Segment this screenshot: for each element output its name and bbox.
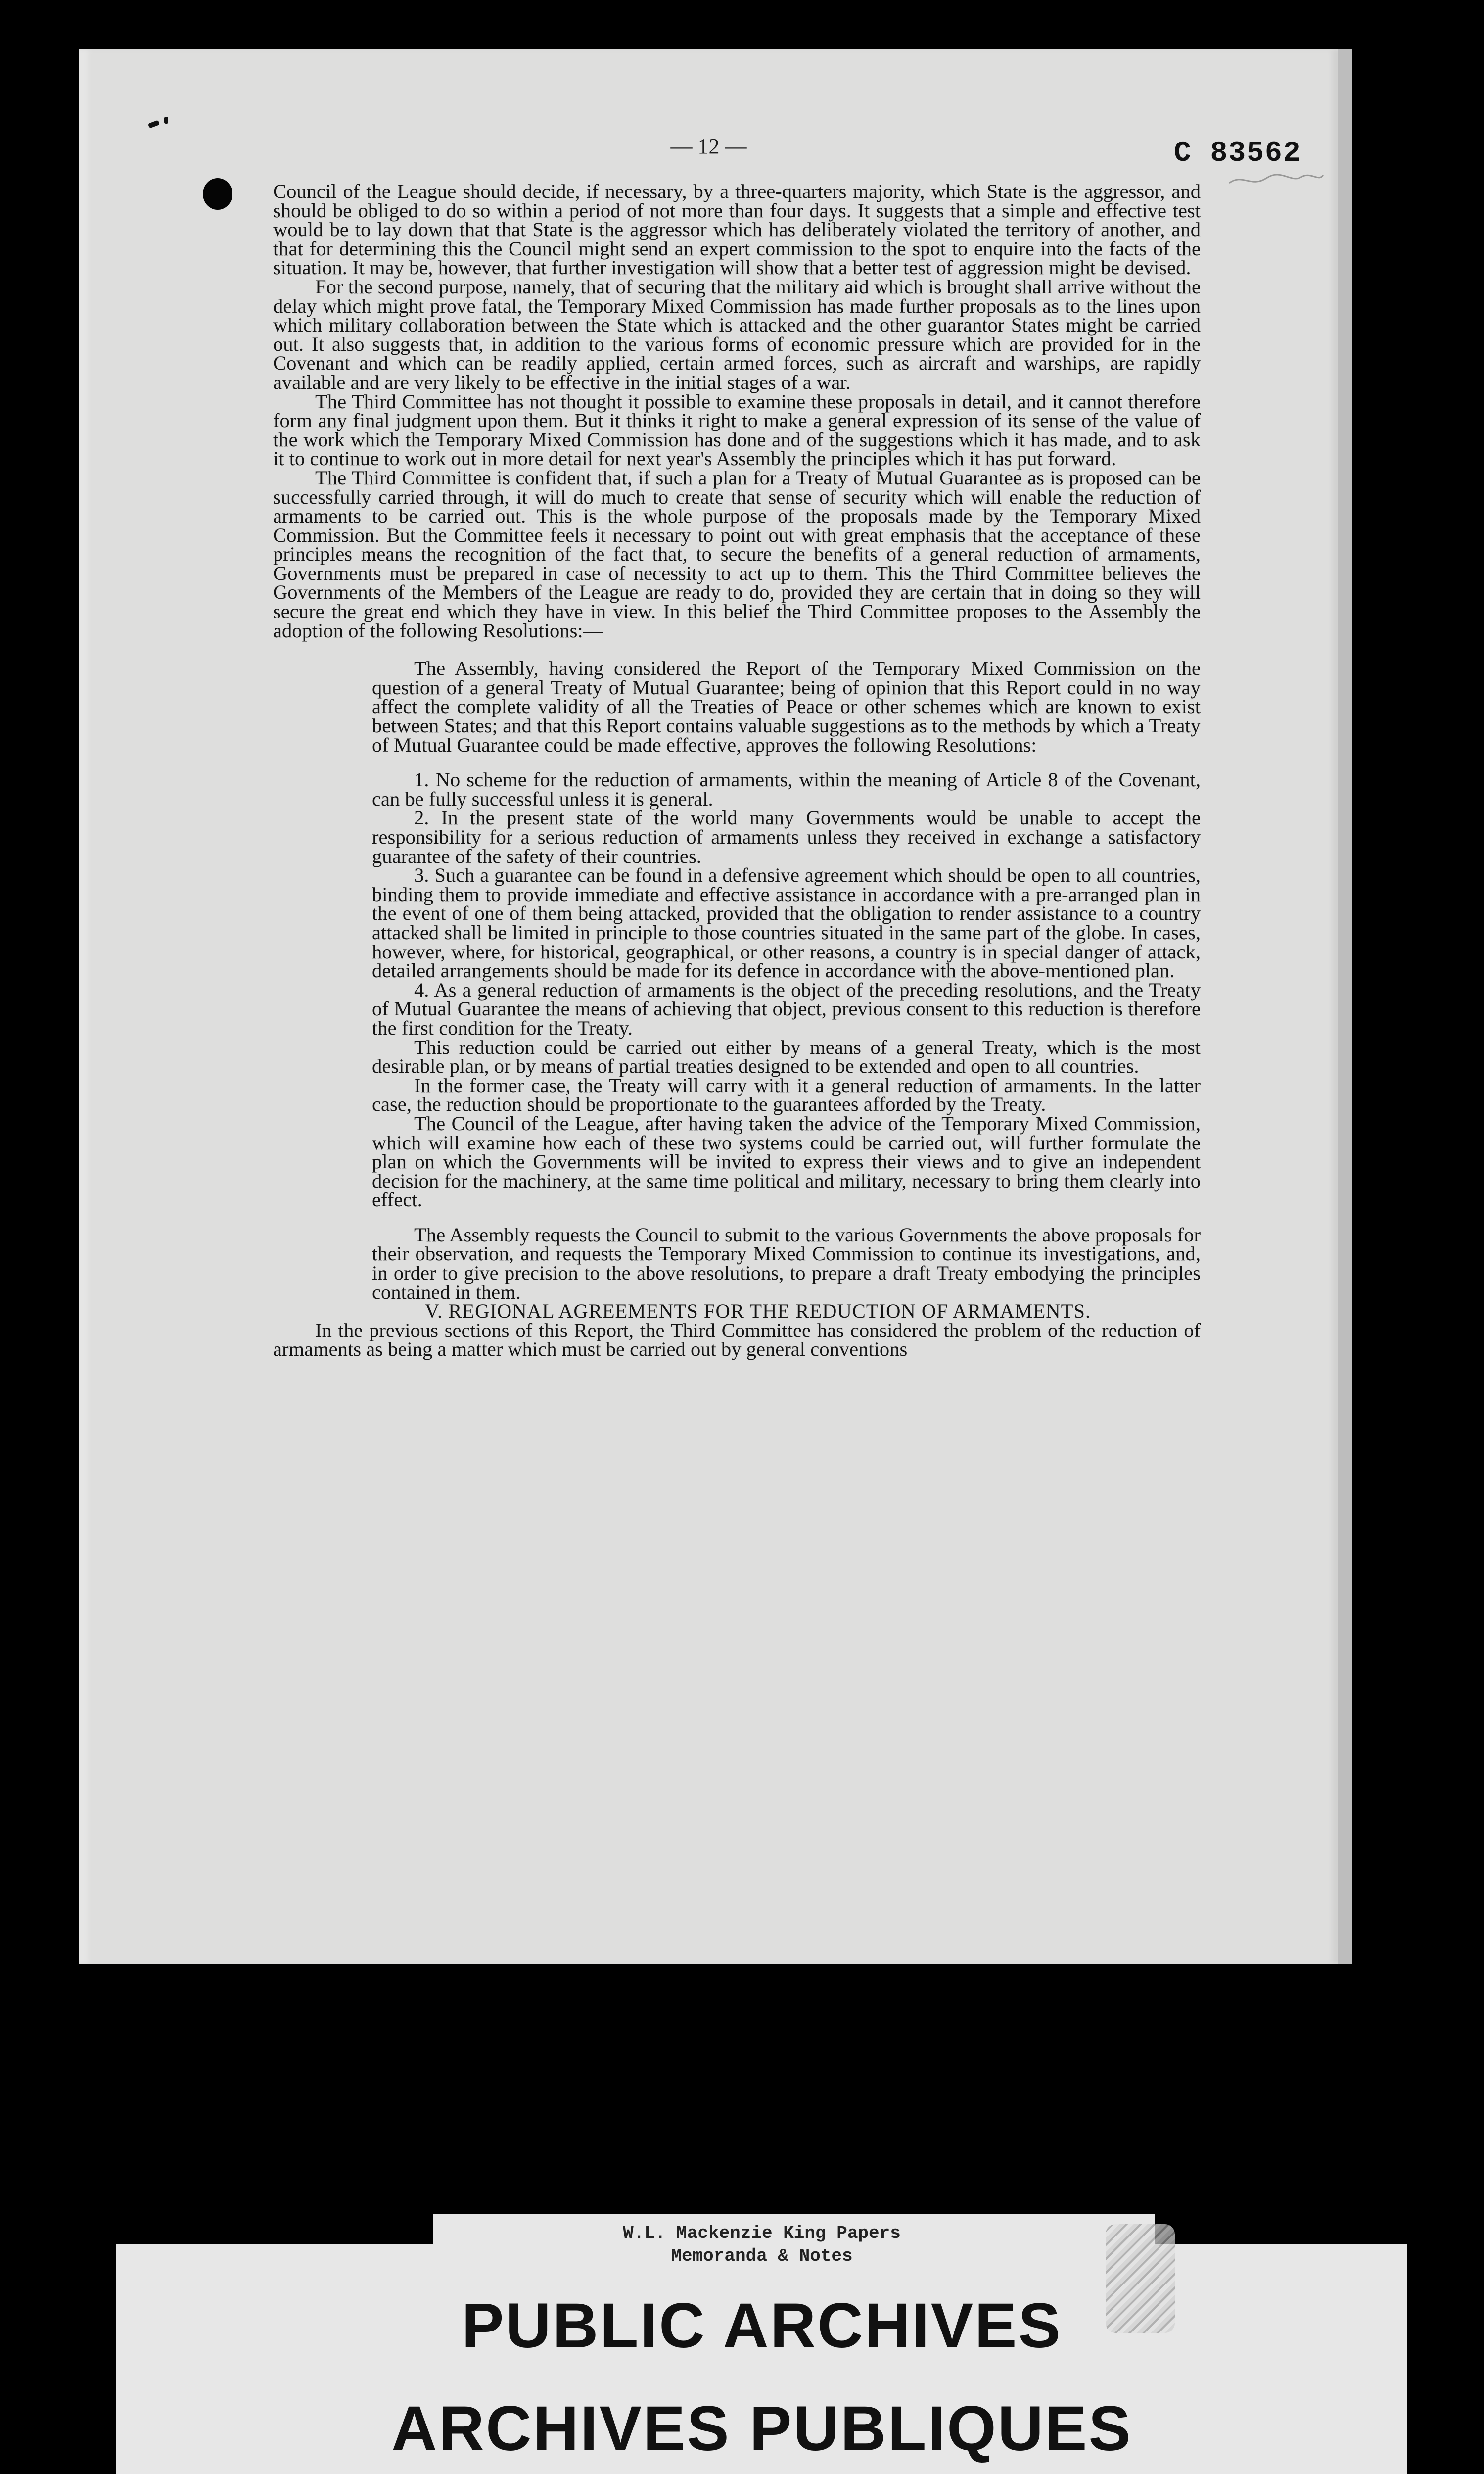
archive-title-english: PUBLIC ARCHIVES: [462, 2290, 1062, 2361]
section-paragraph: In the previous sections of this Report, the Third Committee has considered the problem of the reduction of armaments as being a matter which must be carried out by general conventions: [273, 1319, 1201, 1361]
archive-label: [116, 2223, 1407, 2474]
ink-speck: [164, 117, 168, 124]
resolution-item: 3. Such a guarantee can be found in a defensive agreement which should be open to all countries, binding them to provide immediate and effective assistance in accordance with a pre-arranged plan in the event of one of them being attacked, provided that the obligation to render assistance to a country attacked shall be limited in principle to those countries situated in the same part of the globe. In cases, however, where, for historical, geographical, or other reasons, a country is in special danger of attack, detailed arrangements should be made for its defence in accordance with the above-mentioned plan.: [372, 864, 1201, 982]
reference-number: C 83562: [1174, 138, 1301, 170]
paragraph: Council of the League should decide, if necessary, by a three-quarters majority, which State is the aggressor, and should be obliged to do so within a period of not more than four days. It suggests that a simple and effective test would be to lay down that that State is the aggressor which has deliberately violated the territory of another, and that for determining this the Council might send an expert commission to the spot to enquire into the facts of the situation. It may be, however, that further investigation will show that a better test of aggression might be devised.: [273, 180, 1201, 279]
document-body: [273, 182, 1201, 1359]
resolution-item: In the former case, the Treaty will carry with it a general reduction of armaments. In the latter case, the reduction should be proportionate to the guarantees afforded by the Treaty.: [372, 1074, 1201, 1116]
resolution-intro: The Assembly, having considered the Report of the Temporary Mixed Commission on the question of a general Treaty of Mutual Guarantee; being of opinion that this Report could in no way affect the complete validity of all the Treaties of Peace or other schemes which are known to exist between States; and that this Report contains valuable suggestions as to the methods by which a Treaty of Mutual Guarantee could be made effective, approves the following Resolutions:: [372, 657, 1201, 756]
resolution-item: 4. As a general reduction of armaments is the object of the preceding resolutions, and the Treaty of Mutual Guarantee the means of achieving that object, previous consent to this reduction is therefore the first condition for the Treaty.: [372, 978, 1201, 1039]
document-page: [79, 49, 1338, 1964]
resolution-item: 2. In the present state of the world many Governments would be unable to accept the responsibility for a serious reduction of armaments unless they received in exchange a satisfactory guarantee of the safety of their countries.: [372, 807, 1201, 867]
resolutions-block: [372, 659, 1201, 1302]
pencil-scribble: [1227, 168, 1326, 190]
resolution-item: The Council of the League, after having taken the advice of the Temporary Mixed Commission, which will examine how each of these two systems could be carried out, will further formulate the plan on which the Governments will be invited to express their views and to give an independent decision for the machinery, at the same time political and military, necessary to bring them clearly into effect.: [372, 1112, 1201, 1211]
resolution-item: 1. No scheme for the reduction of armaments, within the meaning of Article 8 of the Covenant, can be fully successful unless it is general.: [372, 768, 1201, 810]
punch-hole: [203, 178, 232, 210]
ink-speck: [148, 120, 160, 129]
paragraph: The Third Committee has not thought it possible to examine these proposals in detail, and it cannot therefore form any final judgment upon them. But it thinks it right to make a general expression of its sense of the value of the work which the Temporary Mixed Commission has done and of the suggestions which it has made, and to ask it to continue to work out in more detail for next year's Assembly the principles which it has put forward.: [273, 390, 1201, 470]
resolution-closing: The Assembly requests the Council to submit to the various Governments the above proposals for their observation, and requests the Temporary Mixed Commission to continue its investigations, and, in order to give precision to the above resolutions, to prepare a draft Treaty embodying the principles contained in them.: [372, 1223, 1201, 1303]
collection-name: W.L. Mackenzie King Papers: [623, 2223, 901, 2243]
paragraph: The Third Committee is confident that, if such a plan for a Treaty of Mutual Guarantee as is proposed can be successfully carried through, it will do much to create that sense of security which will enable the reduction of armaments to be carried out. This is the whole purpose of the proposals made by the Temporary Mixed Commission. But the Committee feels it necessary to point out with great emphasis that the acceptance of these principles means the recognition of the fact that, to secure the benefits of a general reduction of armaments, Governments must be prepared in case of necessity to act up to them. This the Third Committee believes the Governments of the Members of the League are ready to do, provided they are certain that in doing so they will secure the great end which they have in view. In this belief the Third Committee proposes to the Assembly the adoption of the following Resolutions:—: [273, 466, 1201, 642]
series-name: Memoranda & Notes: [671, 2246, 853, 2266]
archive-title-french: ARCHIVES PUBLIQUES: [391, 2393, 1132, 2464]
paragraph: For the second purpose, namely, that of securing that the military aid which is brought shall arrive without the delay which might prove fatal, the Temporary Mixed Commission has made further proposals as to the lines upon which military collaboration between the State which is attacked and the other guarantor States might be carried out. It also suggests that, in addition to the various forms of economic pressure which are provided for in the Covenant and which can be readily applied, certain armed forces, such as aircraft and warships, are rapidly available and are very likely to be effective in the initial stages of a war.: [273, 275, 1201, 393]
resolution-item: This reduction could be carried out either by means of a general Treaty, which is the most desirable plan, or by means of partial treaties designed to be extended and open to all countries.: [372, 1036, 1201, 1078]
section-heading: V. REGIONAL AGREEMENTS FOR THE REDUCTION OF ARMAMENTS.: [424, 1300, 1091, 1323]
page-number: — 12 —: [670, 134, 747, 158]
page-edge: [1338, 49, 1352, 1964]
